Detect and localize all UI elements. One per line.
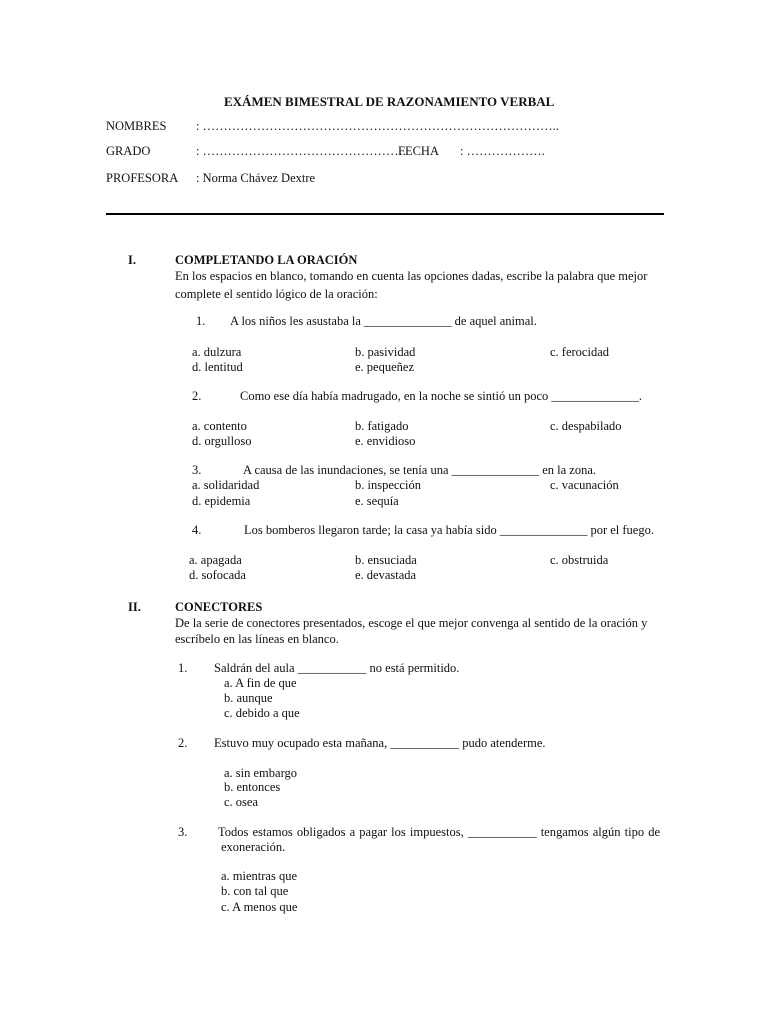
s2-q2-option-c: c. osea [224,795,259,809]
s2-q3-option-b: b. con tal que [221,884,289,898]
section2-instructions-line1: De la serie de conectores presentados, escoge el que mejor convenga al sentido de la oración y [175,616,648,630]
s1-q3-option-c: c. vacunación [550,478,619,492]
nombres-field: : ………………………………………………………………………….. [196,119,559,133]
s1-q1-option-a: a. dulzura [192,345,242,359]
s2-q3-text-line1: Todos estamos obligados a pagar los impuestos, ___________ tengamos algún tipo de [218,825,660,839]
s1-q4-number: 4. [192,523,202,537]
s1-q3-option-e: e. sequía [355,494,399,508]
s1-q2-option-a: a. contento [192,419,247,433]
s2-q3-option-c: c. A menos que [221,900,298,914]
s1-q3-number: 3. [192,463,202,477]
exam-title: EXÁMEN BIMESTRAL DE RAZONAMIENTO VERBAL [224,94,555,109]
s1-q4-option-d: d. sofocada [189,568,246,582]
s1-q3-text: A causa de las inundaciones, se tenía una ______________ en la zona. [243,463,597,477]
s1-q3-option-a: a. solidaridad [192,478,260,492]
s1-q4-text: Los bomberos llegaron tarde; la casa ya había sido ______________ por el fuego. [244,523,654,537]
s1-q3-option-d: d. epidemia [192,494,251,508]
s2-q1-option-b: b. aunque [224,691,273,705]
s1-q2-option-b: b. fatigado [355,419,409,433]
section1-instructions-line1: En los espacios en blanco, tomando en cuenta las opciones dadas, escribe la palabra que mejor [175,269,648,283]
s2-q1-option-a: a. A fin de que [224,676,297,690]
grado-label: GRADO [106,144,151,158]
s1-q1-option-e: e. pequeñez [355,360,414,374]
s2-q1-number: 1. [178,661,188,675]
section1-number: I. [128,253,136,267]
section1-instructions-line2: complete el sentido lógico de la oración: [175,287,378,301]
s2-q3-number: 3. [178,825,188,839]
profesora-label: PROFESORA [106,171,179,185]
s1-q1-option-d: d. lentitud [192,360,243,374]
section2-title: CONECTORES [175,600,263,614]
s2-q2-option-a: a. sin embargo [224,766,298,780]
s1-q4-option-e: e. devastada [355,568,417,582]
s1-q2-number: 2. [192,389,202,403]
s2-q1-option-c: c. debido a que [224,706,300,720]
s1-q4-option-a: a. apagada [189,553,242,567]
header-divider [106,213,664,215]
s1-q2-option-d: d. orgulloso [192,434,252,448]
s1-q4-option-c: c. obstruida [550,553,609,567]
s1-q1-option-b: b. pasividad [355,345,416,359]
section1-title: COMPLETANDO LA ORACIÓN [175,253,358,267]
nombres-label: NOMBRES [106,119,167,133]
fecha-field: : ………………. [460,144,545,158]
s1-q1-number: 1. [196,314,206,328]
section2-number: II. [128,600,141,614]
s2-q3-option-a: a. mientras que [221,869,298,883]
fecha-label: FECHA [398,144,439,158]
grado-field: : …………………………………………. [196,144,406,158]
s2-q2-number: 2. [178,736,188,750]
s2-q2-text: Estuvo muy ocupado esta mañana, ___________ pudo atenderme. [214,736,546,750]
s2-q2-option-b: b. entonces [224,780,281,794]
s2-q3-text-line2: exoneración. [221,840,286,854]
s2-q1-text: Saldrán del aula ___________ no está permitido. [214,661,460,675]
s1-q1-text: A los niños les asustaba la ______________ de aquel animal. [230,314,537,328]
s1-q2-option-e: e. envidioso [355,434,416,448]
profesora-value: : Norma Chávez Dextre [196,171,316,185]
s1-q2-text: Como ese día había madrugado, en la noche se sintió un poco ______________. [240,389,643,403]
s1-q1-option-c: c. ferocidad [550,345,609,359]
s1-q4-option-b: b. ensuciada [355,553,417,567]
section2-instructions-line2: escríbelo en las líneas en blanco. [175,632,339,646]
s1-q2-option-c: c. despabilado [550,419,622,433]
s1-q3-option-b: b. inspección [355,478,421,492]
